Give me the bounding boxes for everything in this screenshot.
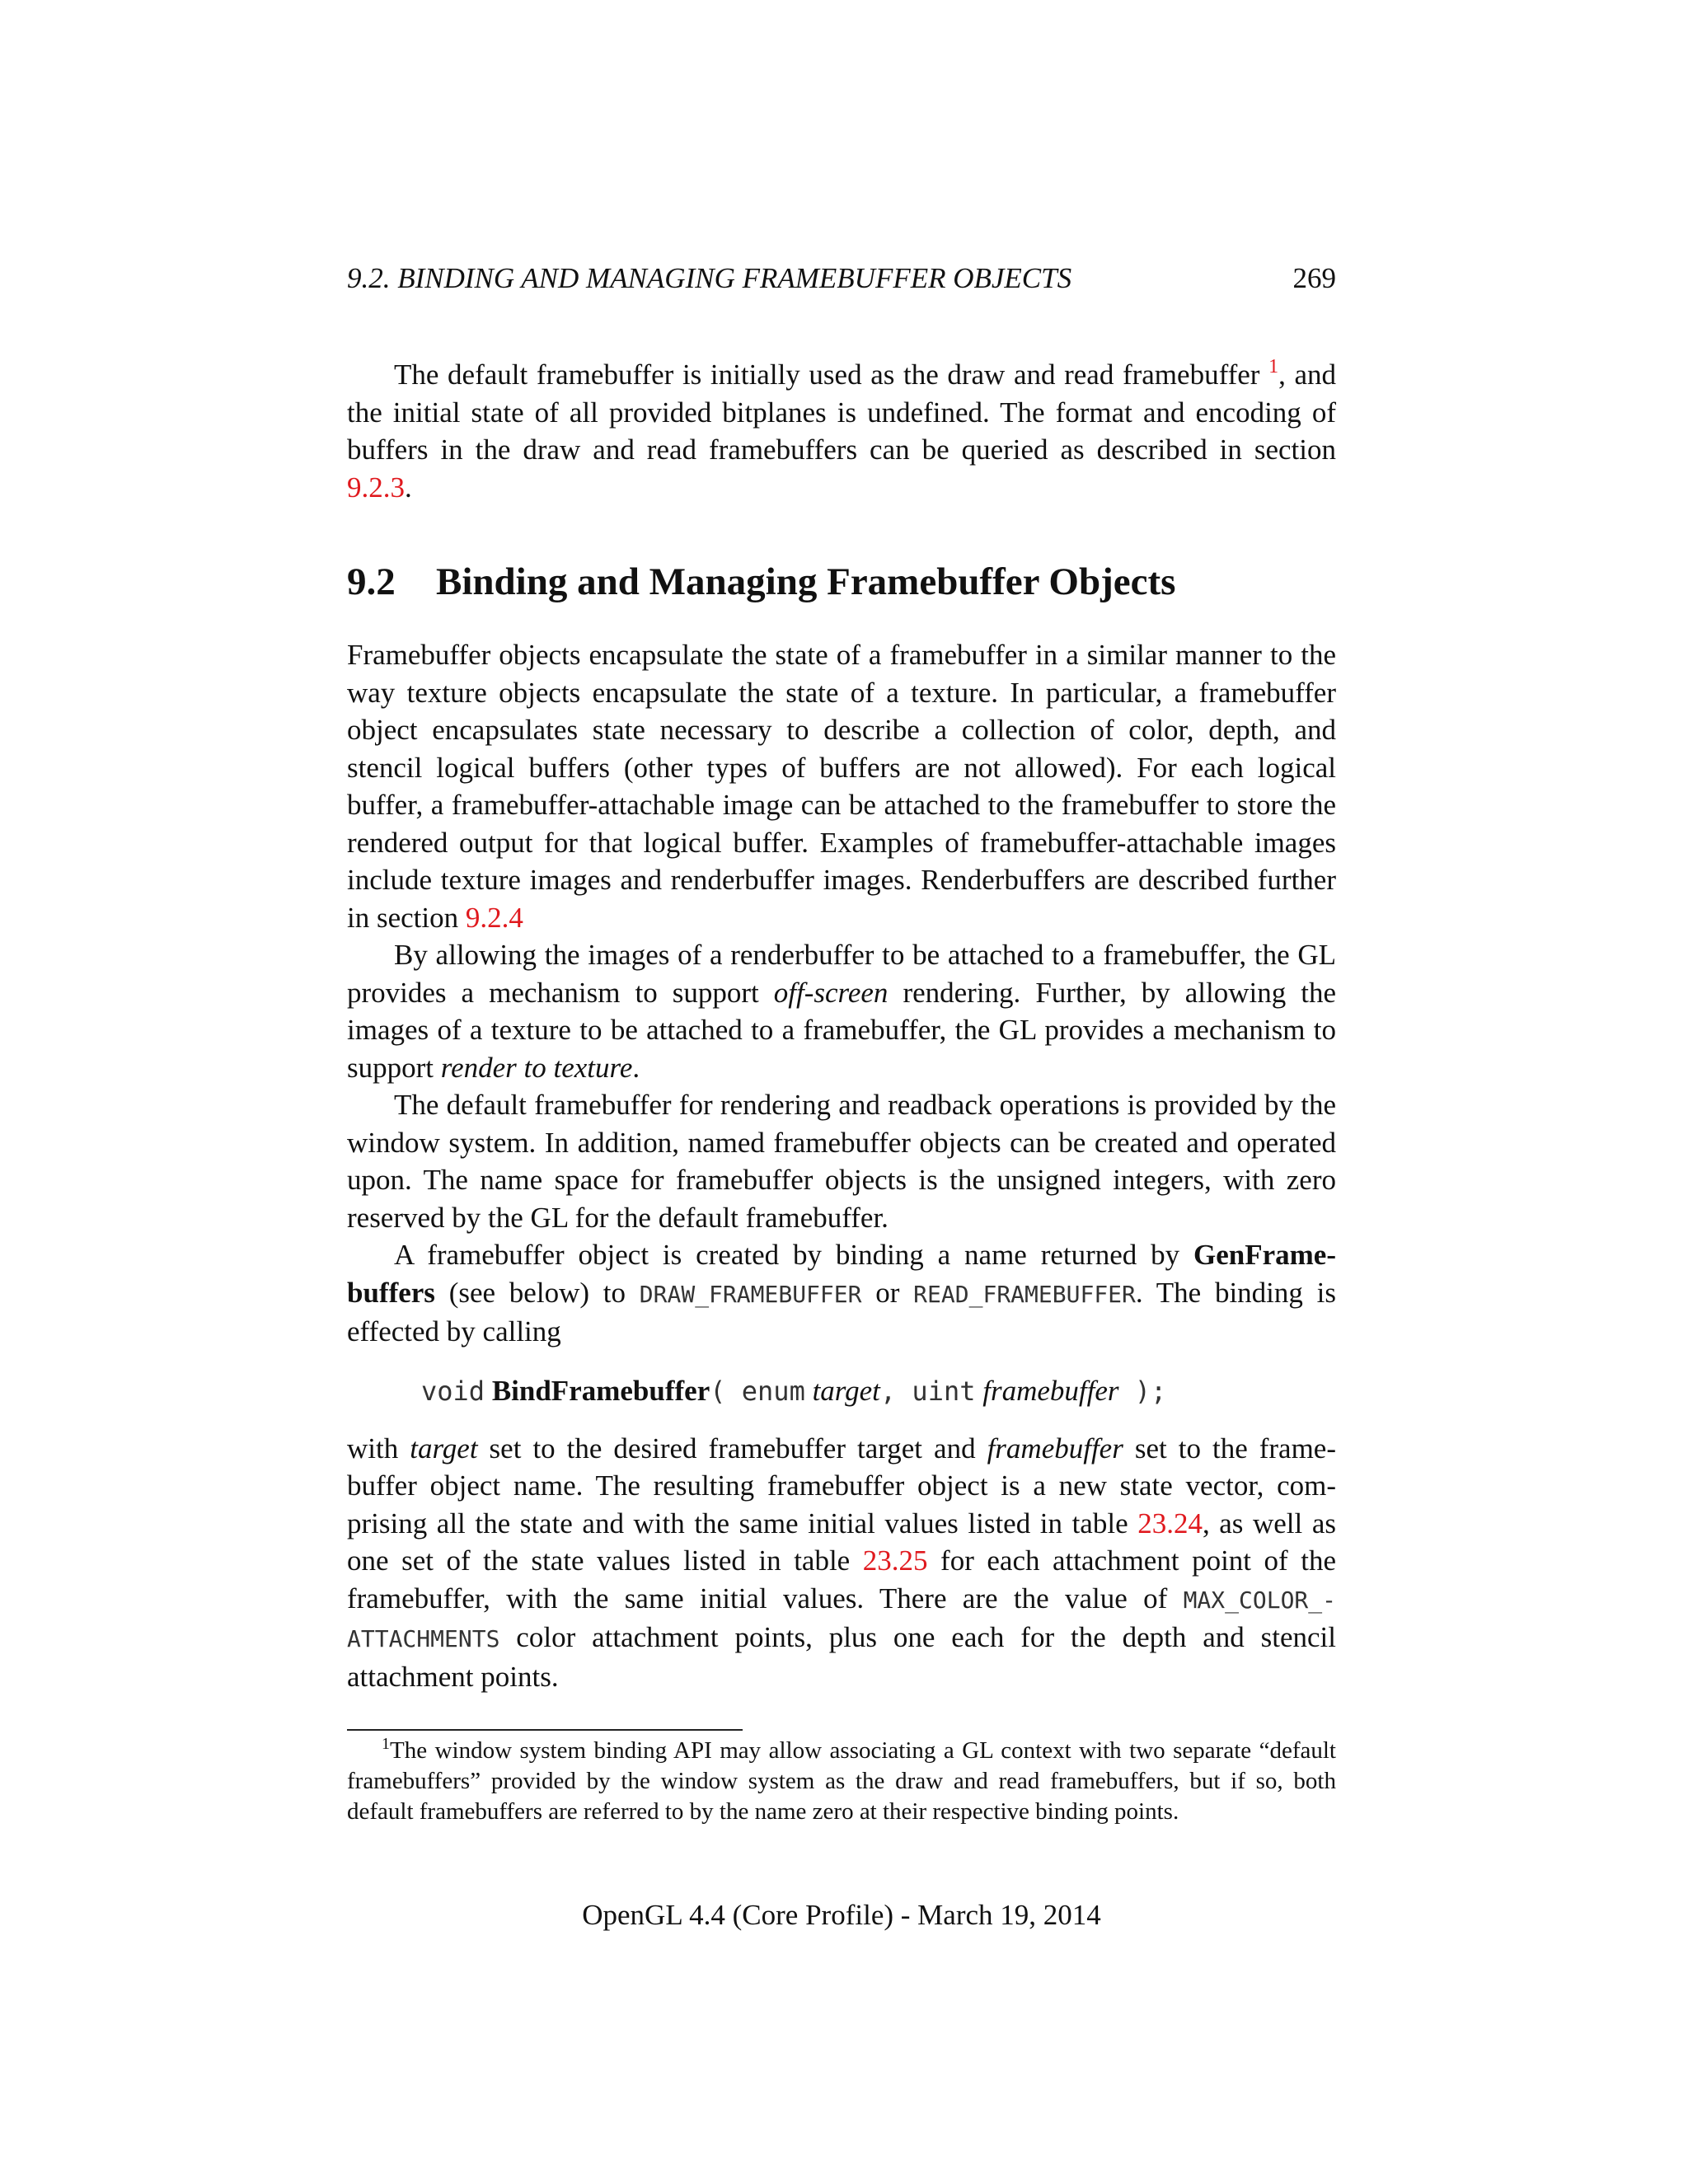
p5-text-3: set to the framebuffer object name. The resulting framebuffer object is a new state vector, comprising all the state and with the same initial values listed in table <box>347 1432 1336 1540</box>
token-read-framebuffer: READ_FRAMEBUFFER <box>913 1280 1136 1308</box>
proto-function-name: BindFramebuffer <box>491 1374 710 1407</box>
paragraph-state-vector <box>347 1430 1336 1696</box>
p2-text-1: By allowing the images of a renderbuffer to be attached to a framebuffer, the GL provides a mechanism to support <box>347 939 1336 1009</box>
paragraph-creation <box>347 1236 1336 1351</box>
p5-emphasis-target: target <box>410 1432 478 1465</box>
token-max-color-attachments: MAX_COLOR_ATTACHMENTS <box>347 1586 1336 1652</box>
section-title: Binding and Managing Framebuffer Objects <box>436 560 1176 603</box>
p2-text-3: . <box>632 1051 640 1084</box>
p5-text-2: set to the desired framebuffer target and <box>477 1432 987 1465</box>
running-header <box>347 259 1336 298</box>
section-ref-link-9-2-4[interactable]: 9.2.4 <box>465 901 523 934</box>
p4-text-3: or <box>861 1276 914 1309</box>
proto-comma: , <box>879 1375 912 1407</box>
footnote-divider <box>347 1729 743 1731</box>
page-footer: OpenGL 4.4 (Core Profile) - March 19, 2014 <box>582 1899 1101 1931</box>
proto-type-2: uint <box>912 1375 976 1407</box>
intro-text-2: , and the initial state of all provided bitplanes is undefined. The format and encoding of buffers in the draw and read framebuffers can be queried as described in section <box>347 359 1336 466</box>
p5-text-1: with <box>347 1432 410 1465</box>
proto-type-1: enum <box>741 1375 805 1407</box>
section-ref-link-9-2-3[interactable]: 9.2.3 <box>347 471 405 504</box>
proto-return-type: void <box>421 1375 485 1407</box>
p5-text-6: color attachment points, plus one each for the depth and stencil attachment points. <box>347 1621 1336 1693</box>
p3-text: The default framebuffer for rendering and readback operations is provided by the window system. In addition, named framebuffer objects can be created and operated upon. The name space for framebuffer objects is the unsigned integers, with zero reserved by the GL for the default framebuffer. <box>347 1089 1336 1234</box>
footnote-mark: 1 <box>382 1735 390 1753</box>
proto-open-paren: ( <box>710 1375 742 1407</box>
table-ref-link-23-24[interactable]: 23.24 <box>1137 1507 1203 1540</box>
footnote-text: The window system binding API may allow associating a GL context with two separate “default framebuffers” provided by the window system as the draw and read framebuffers, but if so, both default framebuffers are referred to by the name zero at their respective binding points. <box>347 1737 1336 1825</box>
table-ref-link-23-25[interactable]: 23.25 <box>862 1544 928 1577</box>
page-number: 269 <box>1292 262 1336 294</box>
p2-text-2: rendering. Further, by allowing the images of a texture to be attached to a framebuffer, the GL provides a mechanism to support <box>347 976 1336 1084</box>
function-prototype <box>347 1372 1336 1410</box>
proto-arg-framebuffer: framebuffer <box>982 1374 1119 1407</box>
section-number: 9.2 <box>347 560 396 603</box>
proto-close-paren: ); <box>1118 1375 1167 1407</box>
command-genframebuffers: GenFramebuffers <box>347 1239 1336 1309</box>
intro-text-3: . <box>405 471 412 504</box>
footnote-ref-link[interactable]: 1 <box>1268 356 1279 377</box>
p5-text-5: for each attachment point of the framebuffer, with the same initial values. There are the value of <box>347 1544 1337 1615</box>
p2-emphasis-offscreen: off-screen <box>773 976 889 1009</box>
p4-text-1: A framebuffer object is created by binding a name returned by <box>394 1239 1194 1271</box>
paragraph-framebuffer-objects <box>347 636 1336 936</box>
intro-paragraph <box>347 356 1336 506</box>
p1-text: Framebuffer objects encapsulate the state of a framebuffer in a similar manner to the way texture objects encapsulate the state of a texture. In particular, a framebuffer object encapsulates state necessary to describe a collection of color, depth, and stencil logical buffers (other types of buffers are not allowed). For each logical buffer, a framebuffer-attachable image can be attached to the framebuffer to store the rendered output for that logical buffer. Examples of framebuffer-attachable images include texture images and renderbuffer images. Renderbuffers are described further in section <box>347 639 1336 934</box>
proto-arg-target: target <box>812 1374 880 1407</box>
section-body <box>347 636 1336 1695</box>
footnote <box>347 1736 1336 1827</box>
running-header-title: 9.2. BINDING AND MANAGING FRAMEBUFFER OBJECTS <box>347 262 1072 294</box>
section-heading <box>347 557 1175 607</box>
intro-text-1: The default framebuffer is initially used as the draw and read framebuffer <box>394 359 1269 391</box>
p5-emphasis-framebuffer: framebuffer <box>987 1432 1123 1465</box>
p2-emphasis-render-to-texture: render to texture <box>440 1051 633 1084</box>
p4-text-4: . The binding is effected by calling <box>347 1276 1337 1347</box>
token-draw-framebuffer: DRAW_FRAMEBUFFER <box>639 1280 862 1308</box>
p5-text-4: , as well as one set of the state values listed in table <box>347 1507 1336 1577</box>
paragraph-offscreen <box>347 936 1336 1086</box>
p4-text-2: (see below) to <box>434 1276 640 1309</box>
paragraph-default-framebuffer <box>347 1086 1336 1236</box>
